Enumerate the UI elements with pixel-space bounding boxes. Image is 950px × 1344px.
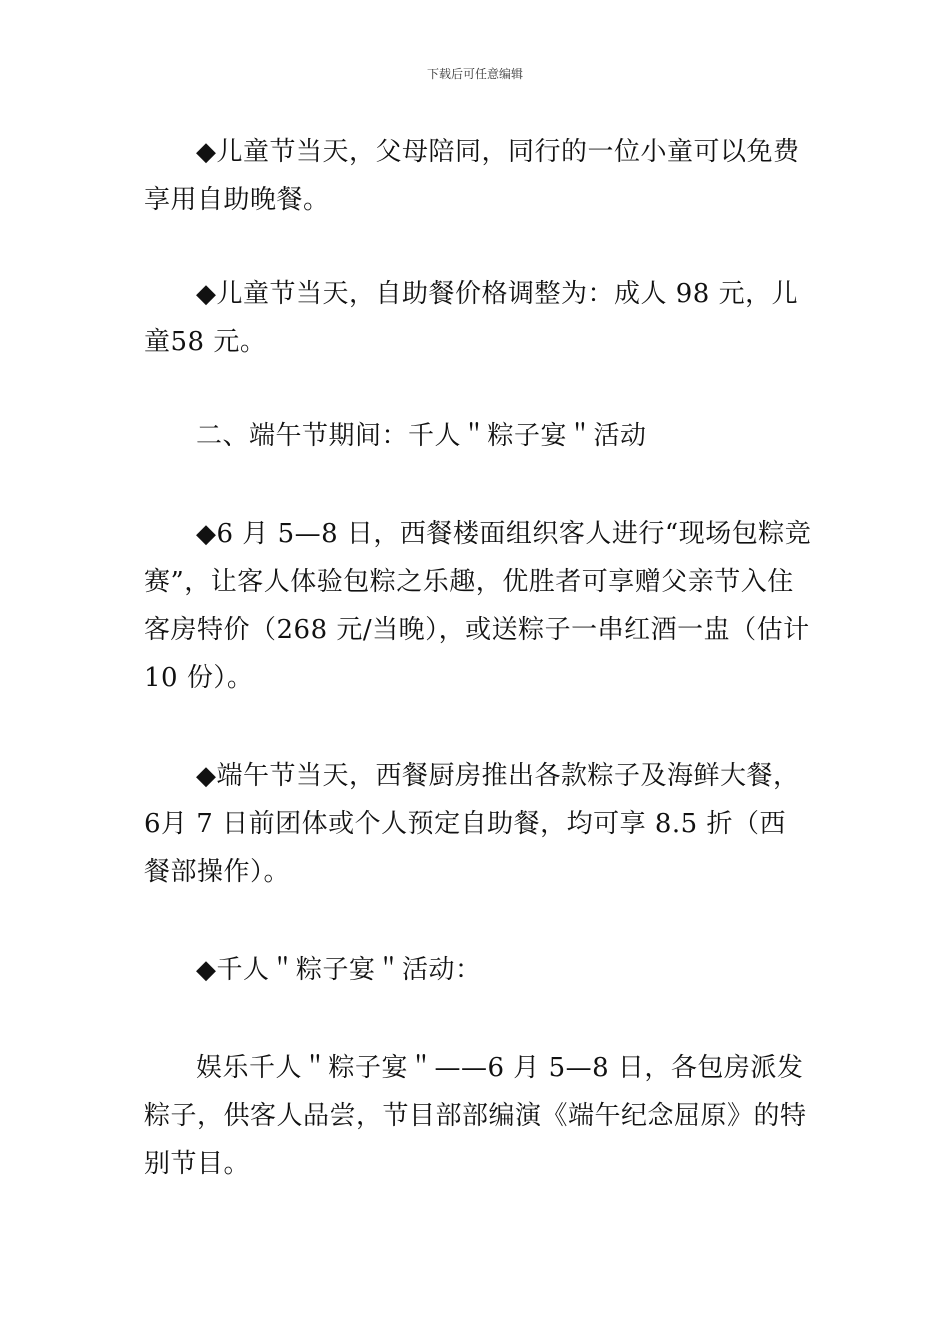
- paragraph-zongzi-banquet-title: ◆千人＂粽子宴＂活动：: [196, 955, 482, 985]
- paragraph-zongzi-contest: ◆6 月 5—8 日，西餐楼面组织客人进行“现场包粽竞赛”，让客人体验包粽之乐趣，优胜者可享赠父亲节入住客房特价（268 元/当晚），或送粽子一串红酒一盅（估计10 份）。: [144, 519, 812, 693]
- paragraph-childrens-day-free-dinner: ◆儿童节当天，父母陪同，同行的一位小童可以免费享用自助晚餐。: [144, 137, 800, 215]
- section-heading-dragon-boat: 二、端午节期间：千人＂粽子宴＂活动: [196, 421, 647, 451]
- paragraph-dragon-boat-buffet: ◆端午节当天，西餐厨房推出各款粽子及海鲜大餐，6月 7 日前团体或个人预定自助餐，均可享 8.5 折（西餐部操作）。: [144, 761, 800, 887]
- document-body: [144, 128, 812, 1188]
- paragraph-entertainment-program: 娱乐千人＂粽子宴＂——6 月 5—8 日，各包房派发粽子，供客人品尝，节目部部编演《端午纪念屈原》的特别节目。: [144, 1053, 807, 1179]
- header-note: 下载后可任意编辑: [426, 67, 523, 81]
- paragraph-childrens-day-price: ◆儿童节当天，自助餐价格调整为：成人 98 元，儿童58 元。: [144, 279, 799, 357]
